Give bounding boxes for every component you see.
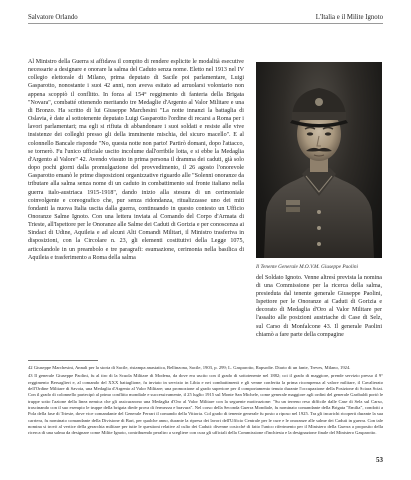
footnote-43: 43 Il generale Giuseppe Paolini, fu al tiro di la Scuola Militare di Modena, da dove era uscito con il grado di sottotenente nel 1882; coi il grado di maggiore, prende servizio presso il 9° reggimento Bersaglieri e, al comando del XXX battaglione, fu inviato in servizio in Libia e nei combattimenti e gli venne conferita la prima ricompensa al valore militare, il Cavalierato dell'Ordine Militare di Savoia, una Medaglia d'Argento al Valor Militare; una promozione al grado superiore per il comportamento tenuto durante l'occupazione della Posizione di Sciara Sciat. Con il grado di colonnello partecipò al primo conflitto mondiale e successivamente, il 25 luglio 1915 sul Monte San Michele, come generale maggiore agli ordini del generale Garibaldi portò le truppe sotto l'azione della linea nemica che gli assicurarono una Medaglia d'Oro al Valor Militare con la seguente motivazione: "Su un terreno reso difficile dalle Case di Selz sul Carso, trascinando con il suo esempio le truppe della brigata diede prova di fermezza e bravura". Nel corso della Seconda Guerra Mondiale, fu nominato comandante della Brigata "Emilia", condotti a Pola della fase di Trieste, dove vice comandante del Generale Ferrari il comando della Vittoria. Col grado di tenente generale fu posto a riposo nel 1925. Tra gli incarichi ricoperti durante la sua carriera, fu nominato comandante della Divisione di Bari, per qualche anno, durante la ripresa dei lavori dell'Ufficio Centrale per le cure e le onoranze alle salme dei Caduti in guerra. Con tale nomina si trovò al vertice della gerarchia militare per tutte le questioni relative al culto dei Caduti: divenne cosicché di fatto l'unico riferimento per il Ministero della Guerra a proposito della ricerca di una salma da designare come Milite Ignoto, contribuendo peraltro a scegliere con cura gli ufficiali della Commissione d'inchiesta e la designazione finale del Ministero Gasparotto. (28, 373, 383, 436)
header-author: Salvatore Orlando (28, 14, 78, 21)
page-number: 53 (376, 456, 383, 464)
footnote-rule (28, 360, 98, 361)
header-rule (28, 23, 383, 24)
portrait-illustration (256, 62, 382, 258)
photo-caption: Il Tenente Generale M.O.V.M. Giuseppe Paolini (256, 264, 358, 270)
header-title: L'Italia e il Milite Ignoto (315, 14, 383, 21)
footnote-42: 42 Giuseppe Marchesini, Annali per la storia di Sacile, ristampa anastatica, Bellinzona, Sacile, 1903, p. 299; L. Gasparotto, Rapsodie. Diario di un fante, Treves, Milano, 1924. (28, 365, 351, 370)
body-text: Al Ministro della Guerra si affidava il compito di rendere esplicite le modalità esecutive necessarie a designare e onorare la salma del Caduto senza nome. Eletto nel 1913 nel IV collegio elettorale di Milano, prima deputato di Sacile poi parlamentare, Luigi Gasparotto, nonostante i suoi 42 anni, non aveva esitato ad arruolarsi volontario non appena scoppiò il conflitto. In forza al 154° reggimento di fanteria della Brigata "Novara", combatté ottenendo meritando tre Medaglie d'Argento al Valor Militare e una di Bronzo. Ha scritto di lui Giuseppe Marchesini "La notte innanzi la battaglia di Oslavia, è date al sottotenente deputato Luigi Gasparotto l'ordine di recarsi a Roma per i lavori parlamentari; ma egli si rifiuta di abbandonare i suoi soldati e resiste alle vive insistenze dei colleghi presso gli della imminente mischia, del sicuro macello". E al colonnello Bancale risponde "No, questa notte non parto! Partirò domani, dopo l'attacco, se tornerò. Fu l'unico ufficiale uscito incolume dall'orribile lotta, e si ebbe la Medaglia d'Argento al Valore" 42. Avendo vissuto in prima persona il dramma dei caduti, già solo dopo pochi giorni dalla promulgazione del provvedimento, il 26 agosto l'onorevole Gasparotto emanò le prime disposizioni organizzative riguardo alle "Solenni onoranze da tributare alla salma senza nome di un caduto in combattimento sul fronte italiano nella guerra italo-austriaca 1915-1918", dando inizio alla stesura di un cerimoniale coinvolgente e coreografico che, pur senza ridondanza, ritualizzasse uno dei miti fondanti la nuova Italia uscita dalla guerra, continuando in questo contesto un Ufficio Onoranze Salme Ignoto. Con una lettera inviata al Comando del Corpo d'Armata di Trieste, all'Ispettore per le Onoranze alle Salme dei Caduti di Gorizia e per conoscenza ai Sindaci di Udine, Aquileia e ad alcuni Alti Comandi Militari, il Ministro trasferiva in disposizioni, con la Circolare n. 23, gli elementi costitutivi della Legge 1075, articolandole in un preambolo e tre paragrafi: esumazione, cerimonia nella basilica di Aquileia e trasferimento a Roma della salma (28, 59, 244, 261)
footnotes (28, 365, 383, 439)
portrait-photo (256, 62, 382, 258)
body-text-continued: del Soldato Ignoto. Venne altresì prevista la nomina di una Commissione per la ricerca della salma, presieduta dal tenente generale Giuseppe Paolini, Ispettore per le Onoranze ai Caduti di Gorizia e decorato di Medaglia d'Oro al Valor Militare per l'assalto alle posizioni austriache di Case di Selz, sul Carso di Monfalcone 43. Il generale Paolini chiamò a fare parte della compagine (256, 275, 382, 338)
running-header (28, 14, 383, 21)
